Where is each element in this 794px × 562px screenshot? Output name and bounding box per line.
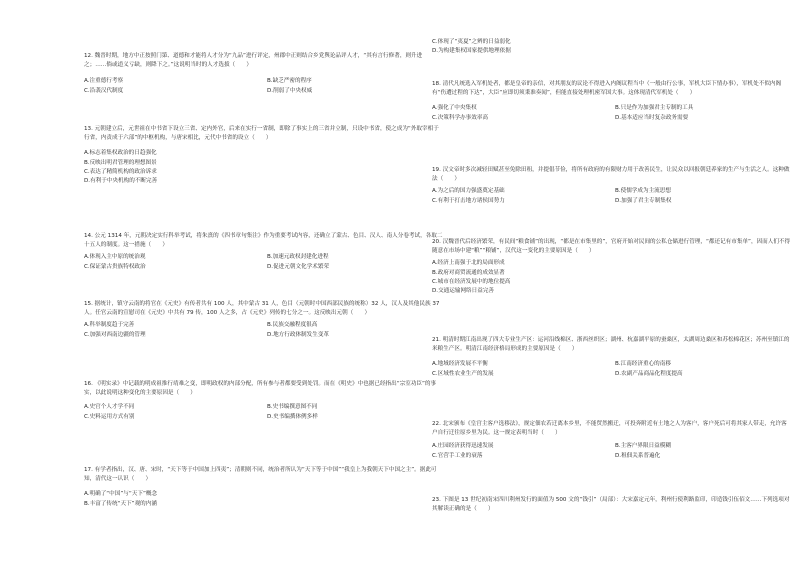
question-stem: 16. 《明实录》中记载的明成祖推行靖难之变，即明政权的内部分配，所有参与者都要受到处罚。而在《明史》中也据已经指出“宗室功臣”的事实，以此说明这种变化的主要原因是（ ） [84,381,437,397]
question-15 [84,300,444,340]
option-c[interactable]: C.体现了“夷夏”之辨的日益弱化 [432,39,511,45]
option-a[interactable]: A.经济上南强于北的局面形成 [432,260,505,267]
question-stem: 23. 下图是 13 世纪初南宋四川利州发行的面值为 500 文的“钱引”（局部）：大宋嘉定元年，利州行使利路监印，印造钱引伍佰文……下列选项对其解读正确的是（ ） [432,497,790,513]
option-c[interactable]: C.有利于打击地方诸侯国势力 [432,197,505,204]
option-b[interactable]: B.丰富了传统“天下”观的内涵 [84,500,157,507]
question-19 [432,166,792,206]
question-17 [84,466,444,509]
question-20 [432,238,792,296]
question-stem: 21. 明清时期江南出现了四大专业生产区：运河沿线棉区、浙西丝织区；湖州、杭嘉湖平原的蚕桑区，太湖周边桑区和苏松棉花区；苏州至镇江的米粮生产区。明清江南经济格局形成的主要原因是（ ） [432,337,790,353]
option-b[interactable]: B.只是作为加强君主专制的工具 [615,105,694,112]
option-c[interactable]: C.决策科学办事效率高 [432,114,489,121]
options [84,490,444,508]
option-d[interactable]: D.农副产品商品化程度提高 [615,370,683,377]
options [432,360,792,378]
option-a[interactable]: A.体现入主中原的统治观 [84,254,146,261]
option-a[interactable]: A.强化了中央集权 [432,105,477,112]
option-d[interactable]: D.史书编撰体例多样 [267,413,318,420]
option-a[interactable]: A.科举制度趋于完善 [84,322,135,329]
options [432,442,792,460]
option-b[interactable]: B.使儒学成为主流思想 [615,188,671,195]
question-22 [432,420,792,461]
option-b[interactable]: B.政府对商贸流通的成效显著 [432,269,505,276]
option-d[interactable]: D.有利于中央机构的不断完善 [84,178,158,185]
question-18 [432,80,792,123]
option-d[interactable]: D.地方行政体制发生变革 [267,331,330,338]
question-12 [84,52,444,96]
option-a[interactable]: A.明确了“中国”与“天下”概念 [84,491,158,498]
option-a[interactable]: A.庄园经济获得迅速发展 [432,443,494,450]
option-c[interactable]: C.加强对西南边疆的管理 [84,331,146,338]
options [432,187,792,205]
option-d[interactable]: D.削弱了中央权威 [267,87,313,94]
question-stem: 18. 清代凡统选入军机处者，都是皇帝的亲信，对其朋友的议论不得进入内阁议程当中（一般由行公事，军机大臣下情办事），军机处不似内阁有“伤遭过程的下达”，大臣“应即切须秉准奏闻”，但能直接处理机密军国大事。这体现清代军机处（ ） [432,81,782,97]
option-b[interactable]: B.反映出明君管理的理想图景 [84,159,157,166]
option-c[interactable]: C.官营手工业的衰落 [432,452,483,459]
option-d[interactable]: D.租佃关系普遍化 [615,452,661,459]
options [432,104,792,122]
options [84,321,444,339]
option-c[interactable]: C.保证蒙古贵族特权政治 [84,263,146,270]
option-b[interactable]: B.史书编撰意图不同 [267,404,318,411]
question-stem: 22. 北宋颁布《皇宫主客户选移法》，规定佃农若迁离本乡里，不能贸然搬迁，可投奔附近有土地之人为客户，客户死后可将其家人带走，允许客户自行迁往原乡里为民。这一规定表明当时（ ） [432,421,787,437]
options [84,77,444,95]
option-a[interactable]: A.标志着集权政治的日趋强化 [84,150,157,157]
option-c[interactable]: C.表达了精简机构的政治诉求 [84,168,157,175]
option-d[interactable]: D.交通运输网络日益完善 [432,288,495,295]
question-stem: 12. 魏晋时期，地方中正按照门第、道德和才能将人才分为“九品”进行评定，州郡中正则结合乡党舆论品评人才，“其有言行修著，则升进之；……倘或道义亏缺，则降下之。”这说明当时的人才选拔（ ） [84,53,423,69]
options [84,253,444,271]
option-d[interactable]: D.加强了君主专制集权 [615,197,672,204]
option-a[interactable]: A.注重德行考察 [84,78,124,85]
question-stem: 17. 有学者指出，汉、唐、宋时，“天下等于中国加上四夷”；清朝则不同，统治者所认为“天下等于中国”“我皇上为我朝天下中国之主”。据此可知，清代这一认识（ ） [84,467,437,483]
question-17-continued [432,38,792,56]
option-a[interactable]: A.地域经济发展不平衡 [432,361,488,368]
option-c[interactable]: C.城市在经济发展中的地位提高 [432,278,511,285]
question-21 [432,336,792,379]
options [432,38,792,56]
option-d[interactable]: D.促进元朝文化学术繁荣 [267,263,330,270]
question-stem: 13. 元朝建立后，元世祖在中书省下设立三省、定内外官，后来在实行一省制，即除了事实上的三省并立制，只设中书省，使之成为“外取宰相于行省，内责成于六部”的中枢机构，与唐宋相比，元代中书省的设立（ ） [84,126,439,142]
question-16 [84,380,444,422]
option-b[interactable]: B.主客户界限日益模糊 [615,443,671,450]
question-14 [84,232,444,272]
options [84,403,444,421]
option-a[interactable]: A.为之后的国力强盛奠定基础 [432,188,505,195]
option-c[interactable]: C.史料运用方式有别 [84,413,135,420]
option-a[interactable]: A.史官个人才学不同 [84,404,135,411]
question-stem: 15. 据统计，镇守云南的将官在《元史》有传者共有 100 人，其中蒙古 31 人，色目（元朝时中国西部民族的统称）32 人，汉人及其他民族 37 人。任官云南的宣慰司在《元史》中共有 79 传，100 人之多，占《元史》列传的七分之一。这反映出元朝（ ） [84,301,440,317]
question-23 [432,496,792,514]
option-b[interactable]: B.缺乏严密的程序 [267,78,312,85]
question-stem: 20. 汉魏晋代后经济繁荣，有民间“粮食铺”的出现，“都是在市集里的”，官府开始对民间的公私仓储进行管理，“都还记有市集单”，因而人们不得随意在市场中建“粮”“粮铺”，汉代这一变化的主要原因是（ ） [432,239,791,255]
option-c[interactable]: C.沿袭汉代制度 [84,87,124,94]
option-b[interactable]: B.加速元政权封建化进程 [267,254,329,261]
option-d[interactable]: D.为构建集权国家提供地理依据 [432,48,511,55]
option-d[interactable]: D.基本适应当时复杂政务需要 [615,114,689,121]
options [432,259,792,296]
option-b[interactable]: B.江南经济重心的南移 [615,361,671,368]
option-c[interactable]: C.区域性农业生产的发展 [432,370,494,377]
options [84,149,444,186]
question-13 [84,125,444,186]
question-stem: 14. 公元 1314 年，元朝决定实行科举考试，将朱熹的《四书章句集注》作为重要考试内容，还确立了蒙古、色目、汉人、南人分卷考试，各取二十五人的制度。这一措施（ ） [84,233,443,249]
question-stem: 19. 汉文帝时多次减轻田赋甚至免除田租，并提倡节俭，将所有政府的有限财力用于改善民生，让民众以回报朝廷养家的生产与生活之人。这种做法（ ） [432,167,790,183]
option-b[interactable]: B.民族交融程度很高 [267,322,318,329]
